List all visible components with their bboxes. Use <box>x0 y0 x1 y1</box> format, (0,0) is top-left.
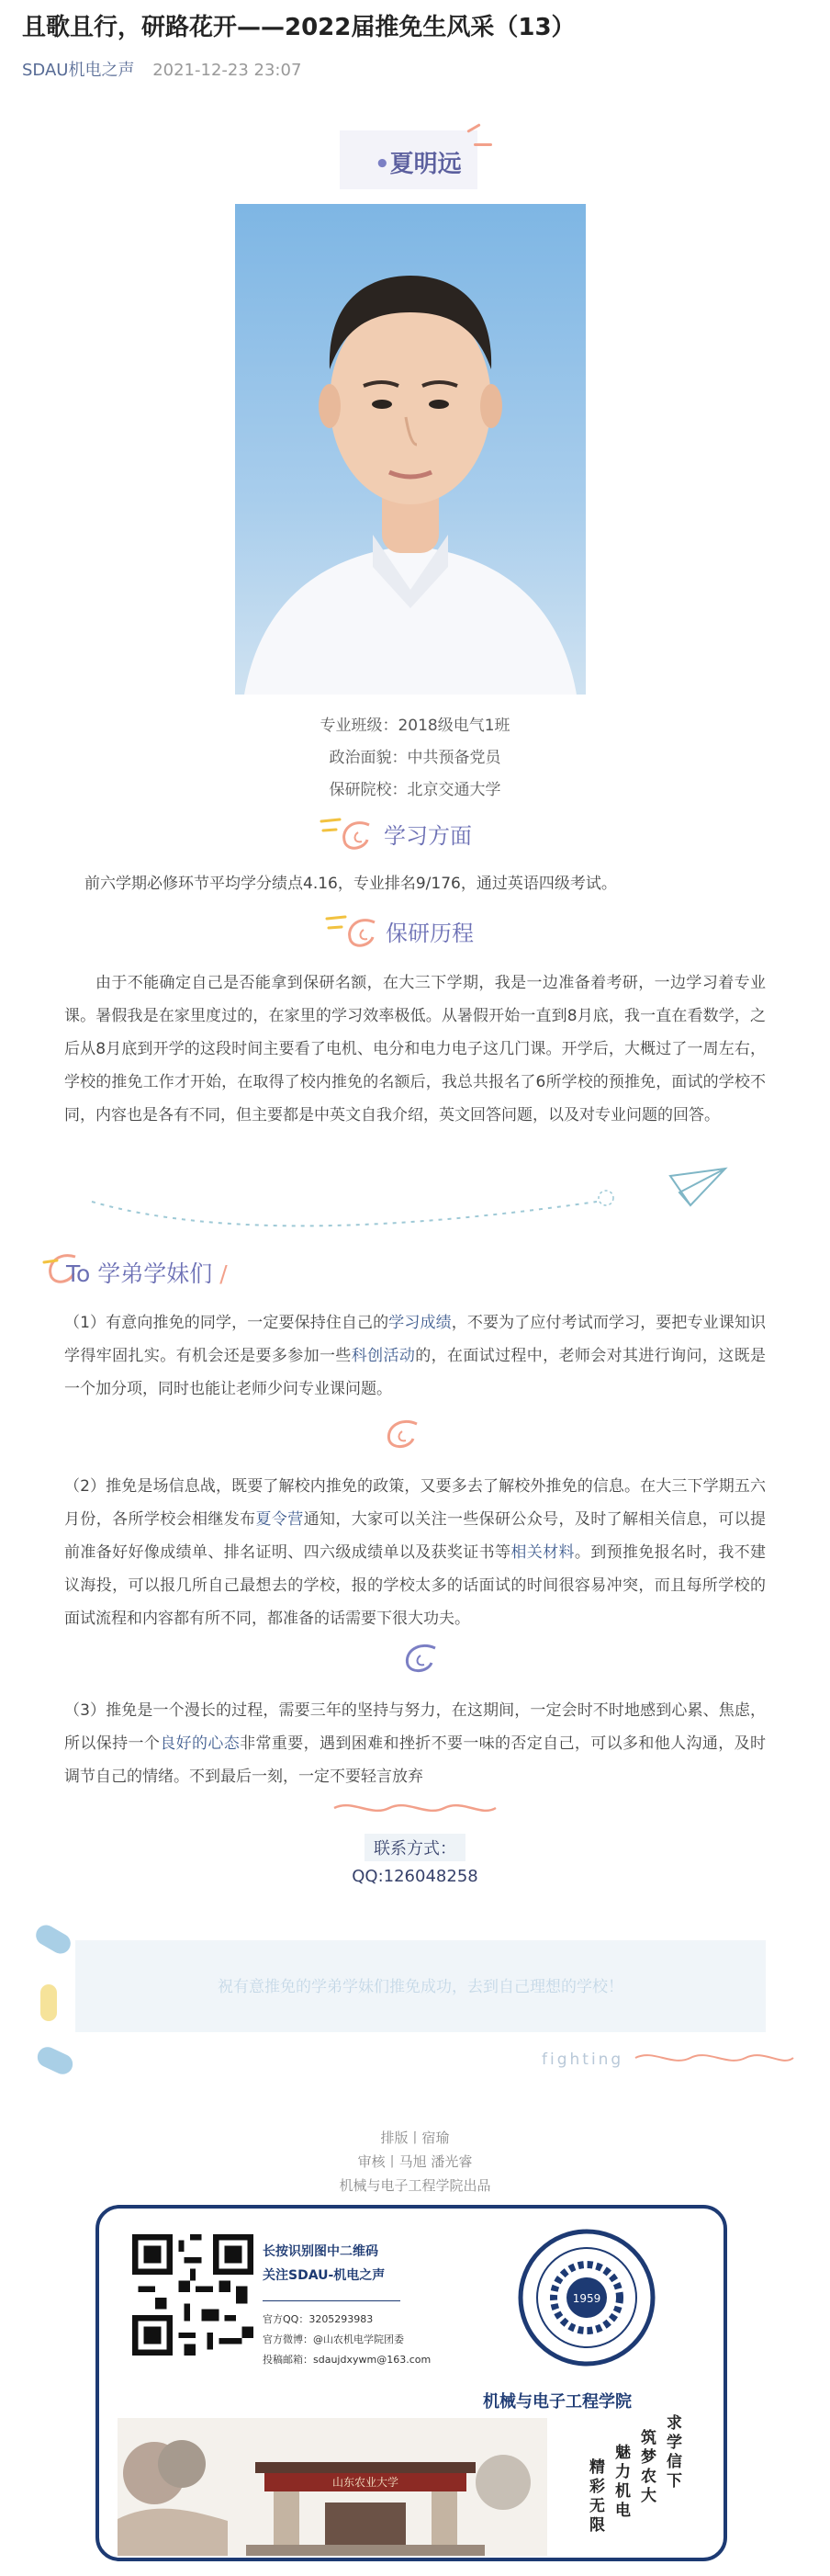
portrait-illustration <box>235 204 586 695</box>
college-emblem-icon <box>518 2229 656 2367</box>
flower-deco-icon <box>375 1415 426 1455</box>
advice-paragraph-1 <box>64 1306 766 1406</box>
scan-hint: 长按识别图中二维码 <box>263 2244 378 2259</box>
article-meta <box>22 57 301 81</box>
flower-deco-icon <box>321 910 386 955</box>
contact-label <box>0 1834 830 1861</box>
wave-divider-icon <box>331 1797 499 1819</box>
paper-plane-divider-icon <box>83 1165 744 1238</box>
credit-producer: 机械与电子工程学院出品 <box>339 2177 491 2194</box>
flower-deco-icon <box>316 812 380 858</box>
card-divider <box>263 2300 400 2301</box>
submission-email: 投稿邮箱：sdaujdxywm@163.com <box>263 2354 432 2366</box>
name-dot: • <box>375 151 390 178</box>
footer-card <box>95 2205 727 2561</box>
gate-sign: 山东农业大学 <box>331 2476 399 2489</box>
follow-hint: 关注SDAU-机电之声 <box>263 2268 386 2283</box>
section-title-study: 学习方面 <box>384 823 472 849</box>
highlight-text: 学习成绩 <box>388 1314 452 1332</box>
article-title: 且歌且行，研路花开——2022届推免生风采（13） <box>22 14 576 41</box>
highlight-text: 夏令营 <box>255 1510 304 1529</box>
text-span: （1）有意向推免的同学，一定要保持住自己的 <box>64 1314 389 1332</box>
advice-paragraph-3 <box>64 1694 766 1793</box>
wave-divider-icon <box>632 2047 797 2069</box>
text-span: 通知，大家可以关注一些保研公众号，及时了解相关信息，可以提前准备好好像成绩单、排名证明、四六级成绩单以及获奖证书等 <box>64 1510 767 1562</box>
credit-review: 审核丨马旭 潘光睿 <box>357 2153 473 2170</box>
deco-blob <box>32 1921 74 1957</box>
flower-deco-icon <box>393 1639 444 1679</box>
official-weibo: 官方微博：@山农机电学院团委 <box>263 2333 404 2345</box>
publish-datetime: 2021-12-23 23:07 <box>152 61 302 80</box>
student-name-text: 夏明远 <box>389 151 462 178</box>
campus-gate-illustration <box>118 2418 547 2556</box>
deco-blob <box>34 2044 76 2078</box>
closing-wish: 祝有意推免的学弟学妹们推免成功，去到自己理想的学校！ <box>218 1978 623 1996</box>
info-target-school: 保研院校：北京交通大学 <box>329 781 501 799</box>
slogan-3: 魅力机电 <box>611 2444 630 2521</box>
highlight-text: 相关材料 <box>510 1543 575 1562</box>
deco-blob <box>40 1984 57 2021</box>
contact-qq: QQ:126048258 <box>352 1867 478 1886</box>
text-span: （2）推免是场信息战，既要了解校内推免的政策，又要多去了解校外推免的信息。在大三下学期五六月份，各所学校会相继发布 <box>64 1477 766 1529</box>
info-major-class: 专业班级：2018级电气1班 <box>320 717 510 735</box>
to-juniors-title <box>66 1256 228 1289</box>
highlight-text: 良好的心态 <box>160 1734 241 1753</box>
contact-label-text: 联系方式： <box>365 1834 465 1861</box>
to-juniors-title-text: To 学弟学妹们 <box>66 1260 213 1287</box>
student-photo <box>235 204 586 695</box>
fighting-label: fighting <box>542 2051 624 2069</box>
slogan-2: 筑梦农大 <box>637 2429 656 2506</box>
account-link[interactable]: SDAU机电之声 <box>22 61 135 80</box>
student-name <box>375 145 462 179</box>
text-span: 。到预推免报名时，我不建议海投，可以报几所自己最想去的学校，报的学校太多的话面试的时间很容易冲突，而且每所学校的面试流程和内容都有所不同，都准备的话需要下很大功夫。 <box>64 1543 767 1628</box>
info-political-status: 政治面貌：中共预备党员 <box>329 749 501 767</box>
text-span: ，不要为了应付考试而学习，要把专业课知识学得牢固扎实。有机会还是要多参加一些 <box>64 1314 767 1365</box>
advice-paragraph-2 <box>64 1470 766 1635</box>
section-title-history: 保研历程 <box>386 921 474 946</box>
history-paragraph: 由于不能确定自己是否能拿到保研名额，在大三下学期，我是一边准备着考研，一边学习着专业课。暑假我是在家里度过的，在家里的学习效率极低。从暑假开始一直到8月底，我一直在看数学，之后从8月底到开学的这段时间主要看了电机、电分和电力电子这几门课。开学后，大概过了一周左右，学校的推免工作才开始，在取得了校内推免的名额后，我总共报名了6所学校的预推免，面试的学校不同，内容也是各有不同，但主要都是中英文自我介绍，英文回答问题，以及对专业问题的回答。 <box>64 974 766 1124</box>
qr-code[interactable] <box>132 2234 253 2356</box>
official-qq: 官方QQ：3205293983 <box>263 2313 374 2325</box>
text-span: 非常重要，遇到困难和挫折不要一味的否定自己，可以多和他人沟通，及时调节自己的情绪。不到最后一刻，一定不要轻言放弃 <box>64 1734 767 1786</box>
study-paragraph: 前六学期必修环节平均学分绩点4.16，专业排名9/176，通过英语四级考试。 <box>84 875 617 893</box>
emblem-year: 1959 <box>572 2292 601 2305</box>
credit-layout: 排版丨宿瑜 <box>380 2130 450 2146</box>
title-slash: / <box>219 1260 228 1287</box>
text-span: 的，在面试过程中，老师会对其进行询问，这既是一个加分项，同时也能让老师少问专业课问题。 <box>64 1347 767 1398</box>
slogan-1: 求学信下 <box>663 2414 681 2491</box>
slogan-4: 精彩无限 <box>586 2458 604 2536</box>
college-name: 机械与电子工程学院 <box>483 2392 632 2412</box>
highlight-text: 科创活动 <box>351 1347 416 1365</box>
text-span: （3）推免是一个漫长的过程，需要三年的坚持与努力，在这期间，一定会时不时地感到心累、焦虑，所以保持一个 <box>64 1701 766 1753</box>
deco-dash <box>474 143 492 146</box>
